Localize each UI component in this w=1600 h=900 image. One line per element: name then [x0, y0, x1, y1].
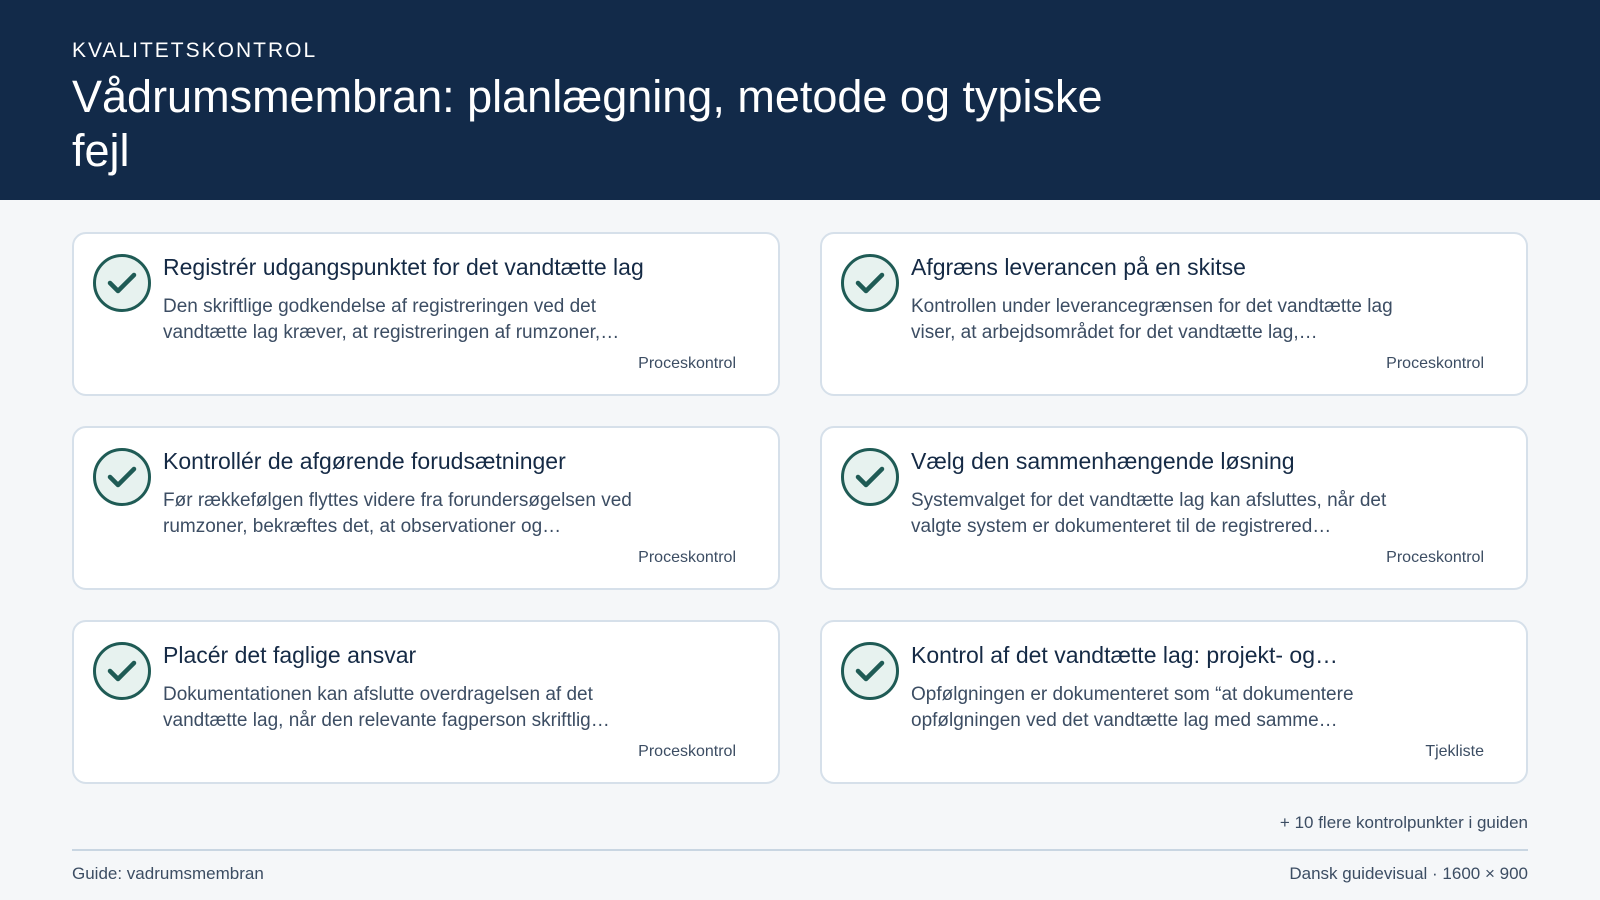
footer-meta-label: Dansk guidevisual · 1600 × 900 — [1289, 864, 1528, 883]
page-title: Vådrumsmembran: planlægning, metode og typiske fejl — [72, 71, 1103, 176]
check-circle-icon — [841, 642, 899, 700]
check-circle-icon — [841, 254, 899, 312]
eyebrow-label: KVALITETSKONTROL — [72, 39, 318, 62]
footer-guide-label: Guide: vadrumsmembran — [72, 864, 264, 883]
checkpoint-card[interactable] — [72, 426, 780, 590]
card-title: Afgræns leverancen på en skitse — [911, 254, 1246, 280]
checkpoint-card[interactable] — [820, 620, 1528, 784]
check-circle-icon — [841, 448, 899, 506]
card-description: Dokumentationen kan afslutte overdragelsen af det vandtætte lag, når den relevante fagperson skriftlig… — [163, 684, 610, 731]
checkpoint-card[interactable] — [72, 232, 780, 396]
card-tag: Proceskontrol — [638, 549, 736, 566]
check-circle-icon — [93, 448, 151, 506]
card-description: Opfølgningen er dokumenteret som “at dokumentere opfølgningen ved det vandtætte lag med samme… — [911, 684, 1354, 731]
card-title: Kontrollér de afgørende forudsætninger — [163, 448, 566, 474]
checkpoint-card[interactable] — [820, 232, 1528, 396]
checkpoint-card[interactable] — [820, 426, 1528, 590]
card-tag: Proceskontrol — [1386, 549, 1484, 566]
card-tag: Proceskontrol — [638, 355, 736, 372]
card-title: Placér det faglige ansvar — [163, 642, 417, 668]
card-description: Kontrollen under leverancegrænsen for det vandtætte lag viser, at arbejdsområdet for det vandtætte lag,… — [911, 296, 1393, 343]
card-description: Før rækkefølgen flyttes videre fra forundersøgelsen ved rumzoner, bekræftes det, at observationer og… — [163, 490, 632, 537]
checkpoint-card[interactable] — [72, 620, 780, 784]
check-circle-icon — [93, 254, 151, 312]
card-tag: Proceskontrol — [638, 743, 736, 760]
footer-divider — [72, 849, 1528, 851]
card-title: Vælg den sammenhængende løsning — [911, 448, 1295, 474]
check-circle-icon — [93, 642, 151, 700]
card-description: Den skriftlige godkendelse af registreringen ved det vandtætte lag kræver, at registreringen af rumzoner,… — [163, 296, 620, 343]
card-tag: Proceskontrol — [1386, 355, 1484, 372]
more-checkpoints-link[interactable]: + 10 flere kontrolpunkter i guiden — [1279, 813, 1528, 832]
card-description: Systemvalget for det vandtætte lag kan afsluttes, når det valgte system er dokumenteret til de registrered… — [911, 490, 1387, 537]
card-title: Registrér udgangspunktet for det vandtætte lag — [163, 254, 644, 280]
card-tag: Tjekliste — [1425, 743, 1484, 760]
card-title: Kontrol af det vandtætte lag: projekt- og… — [911, 642, 1339, 668]
